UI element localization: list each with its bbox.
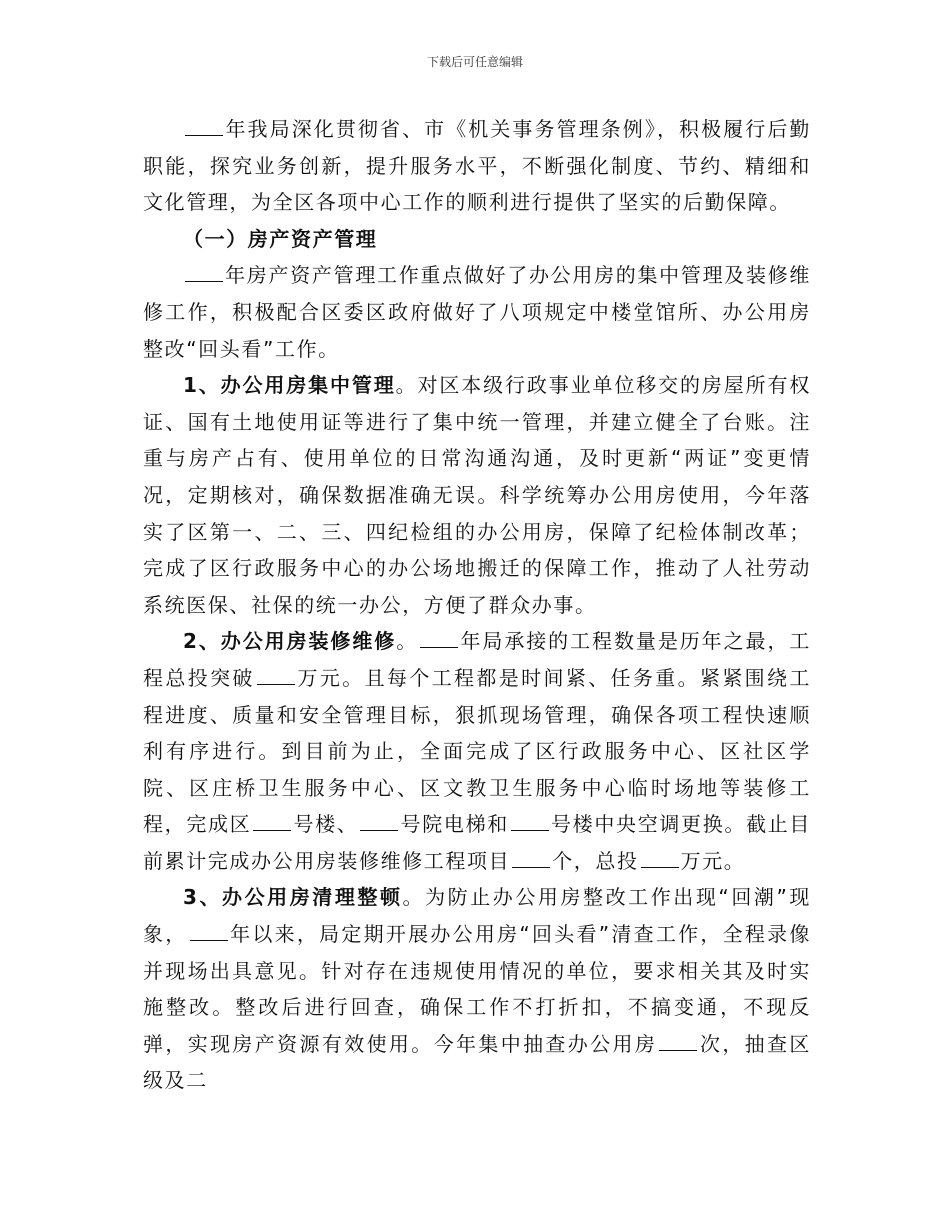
blank-field: [257, 666, 295, 685]
item-text: 。为防止办公用房整改工作出现“回潮”现象，: [143, 885, 811, 947]
item-text: 。: [396, 629, 419, 654]
item-text: 年局承接的工程数量是历年之最，工程总投突破: [143, 629, 811, 690]
blank-field: [185, 117, 223, 136]
blank-field: [185, 263, 223, 282]
item-text: 号楼中央空调更换。截止目前累计完成办公用房装修维修工程项目: [143, 812, 812, 873]
item-lead-title: 3、办公用房清理整顿: [183, 885, 403, 910]
item-paragraph-cleanup: [143, 879, 811, 1099]
blank-field: [360, 812, 398, 831]
blank-field: [512, 849, 550, 868]
item-paragraph-renovation: [143, 623, 811, 879]
intro-paragraph: [143, 111, 811, 221]
item-text: 年以来，局定期开展办公用房“回头看”清查工作，全程录像并现场出具意见。针对存在违规使用情况的单位，要求相关其及时实施整改。整改后进行回查，确保工作不打折扣，不搞变通，不现反弹，实现房产资源有效使用。今年集中抽查办公用房: [143, 922, 811, 1056]
item-text: 号院电梯和: [400, 812, 509, 837]
blank-field: [659, 1032, 697, 1051]
blank-field: [253, 812, 291, 831]
blank-field: [420, 629, 458, 648]
item-text: 。对区本级行政事业单位移交的房屋所有权证、国有土地使用证等进行了集中统一管理，并建立健全了台账。注重与房产占有、使用单位的日常沟通沟通，及时更新“两证”变更情况，定期核对，确保数据准确无误。科学统筹办公用房使用，今年落实了区第一、二、三、四纪检组的办公用房，保障了纪检体制改革；完成了区行政服务中心的办公场地搬迁的保障工作，推动了人社劳动系统医保、社保的统一办公，方便了群众办事。: [143, 373, 811, 617]
blank-field: [511, 812, 549, 831]
section-summary-paragraph: [143, 257, 811, 367]
item-text: 号楼、: [293, 812, 359, 837]
blank-field: [641, 849, 679, 868]
page-header: 下载后可任意编辑: [426, 55, 523, 69]
item-lead-title: 2、办公用房装修维修: [183, 629, 397, 654]
item-text: 万元。: [680, 848, 746, 873]
item-lead-title: 1、办公用房集中管理: [183, 373, 396, 398]
item-text: 万元。且每个工程都是时间紧、任务重。紧紧围绕工程进度、质量和安全管理目标，狠抓现场管理，确保各项工程快速顺利有序进行。到目前为止，全面完成了区行政服务中心、区社区学院、区庄桥卫生服务中心、区文教卫生服务中心临时场地等装修工程，完成区: [143, 665, 812, 837]
item-paragraph-centralized-management: [143, 367, 811, 623]
blank-field: [190, 922, 228, 941]
section-summary-text: 年房产资产管理工作重点做好了办公用房的集中管理及装修维修工作，积极配合区委区政府做好了八项规定中楼堂馆所、办公用房整改“回头看”工作。: [143, 263, 811, 361]
document-body: [143, 111, 811, 1099]
item-text: 个，总投: [552, 848, 639, 873]
item-text: 次，抽查区级及二: [143, 1031, 811, 1093]
intro-text: 年我局深化贯彻省、市《机关事务管理条例》，积极履行后勤职能，探究业务创新，提升服务水平，不断强化制度、节约、精细和文化管理，为全区各项中心工作的顺利进行提供了坚实的后勤保障。: [143, 117, 811, 215]
section-heading-property: （一）房产资产管理: [183, 226, 378, 251]
